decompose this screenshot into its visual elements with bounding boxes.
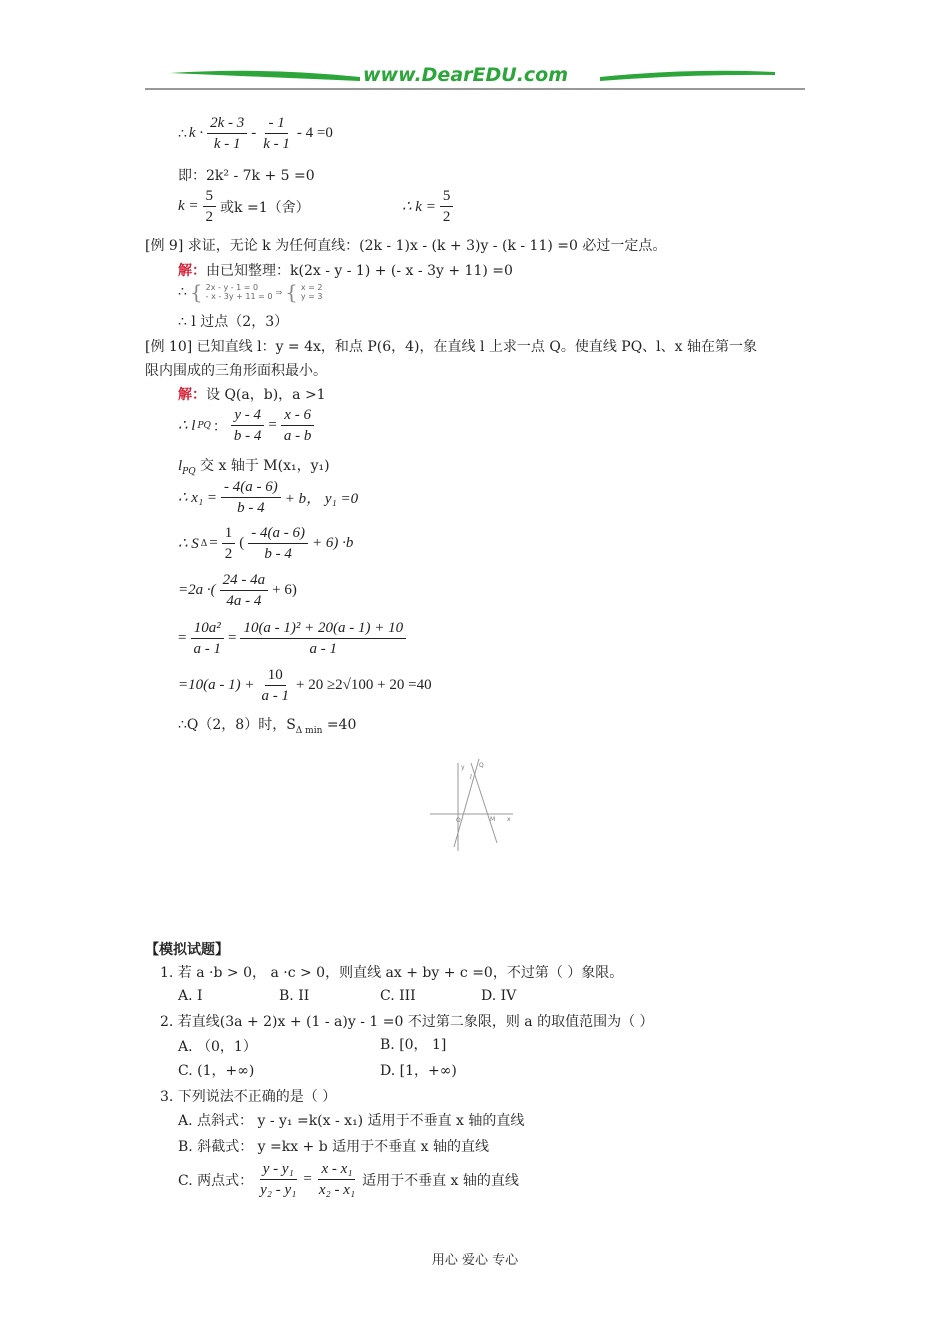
figure-svg bbox=[425, 755, 525, 855]
q1-option-c: C. III bbox=[380, 988, 416, 1004]
solution-label: 解： bbox=[178, 263, 206, 279]
fraction: $\frac{y - 4}{b - 4}$ bbox=[231, 406, 265, 445]
fraction: $\frac{- 1}{k - 1}$ bbox=[263, 115, 290, 152]
ex10-line-3: ∴ x₁ = $\frac{- 4(a - 6)}{b - 4}$ + b， y₁ =0 bbox=[178, 479, 359, 516]
example-10-text-a: [例 10] 已知直线 l：y = 4x，和点 P(6，4)，在直线 l 上求一点 Q。使直线 PQ、l、x 轴在第一象 bbox=[145, 339, 757, 355]
fraction: $\frac{\text{10(a - 1)² + 20(a - 1) + 10}}{a - 1}$ bbox=[240, 619, 406, 658]
fraction: $\frac{2k - 3}{k - 1}$ bbox=[207, 114, 247, 153]
ex10-line-6: = $\frac{\text{10a²}}{a - 1}$ = $\frac{\text{10(a - 1)² + 20(a - 1) + 10}}{a - 1}$ bbox=[178, 619, 408, 658]
svg-text:Q: Q bbox=[479, 762, 484, 769]
eq-k: k · bbox=[188, 125, 204, 141]
fraction: $\frac{- 4(a - 6)}{b - 4}$ bbox=[221, 478, 281, 517]
q1-option-b: B. II bbox=[279, 988, 310, 1004]
fraction: $\frac{\text{y - y₁}}{\text{y₂ - y₁}}$ bbox=[260, 1161, 297, 1198]
q2-option-a: A. （0，1） bbox=[178, 1039, 257, 1055]
q3-option-a: A. 点斜式： y - y₁ =k(x - x₁) 适用于不垂直 x 轴的直线 bbox=[178, 1113, 525, 1129]
eq-line-2: 即：2k² - 7k + 5 =0 bbox=[178, 168, 315, 184]
example-9-system: ∴ { 2x - y - 1 = 0 - x - 3y + 11 = 0 ⇒ { x = 2 y = 3 bbox=[178, 280, 323, 304]
therefore: ∴ bbox=[178, 284, 187, 300]
q2-option-c: C. (1，+∞) bbox=[178, 1063, 255, 1079]
therefore: ∴ bbox=[178, 125, 187, 142]
ex10-conclusion: ∴Q（2，8）时，$S_{\Delta min} =40$ bbox=[178, 717, 357, 736]
fraction: $\frac{24 - 4a}{4a - 4}$ bbox=[220, 571, 269, 610]
page-footer: 用心 爱心 专心 bbox=[431, 1253, 519, 1268]
fraction: $\frac{\text{x - x₁}}{\text{x₂ - x₁}}$ bbox=[318, 1161, 356, 1198]
q2-option-b: B. [0， 1] bbox=[380, 1037, 447, 1053]
fraction: $\frac{5}{2}$ bbox=[203, 187, 217, 226]
q1-option-d: D. IV bbox=[481, 988, 517, 1004]
svg-text:M: M bbox=[490, 816, 496, 823]
svg-text:x: x bbox=[507, 816, 511, 823]
q1-option-a: A. I bbox=[178, 988, 203, 1004]
eq-minus: - bbox=[251, 125, 257, 141]
ex10-line-1: ∴ l PQ ： $\frac{y - 4}{b - 4}$ = $\frac{x - 6}{a - b}$ bbox=[178, 406, 316, 445]
q3-option-b: B. 斜截式： y =kx + b 适用于不垂直 x 轴的直线 bbox=[178, 1139, 489, 1155]
example-10-text-b: 限内围成的三角形面积最小。 bbox=[145, 363, 327, 379]
fraction: $\frac{5}{2}$ bbox=[440, 187, 454, 226]
fraction: $\frac{\text{10a²}}{a - 1}$ bbox=[190, 619, 224, 658]
example-9-solution: 解：由已知整理：k(2x - y - 1) + (- x - 3y + 11) =0 bbox=[178, 263, 513, 279]
ex10-line-4: ∴ S Δ = $\frac{1}{2}$ ( $\frac{- 4(a - 6)}{b - 4}$ + 6) ·b bbox=[178, 525, 354, 562]
eq-tail: - 4 =0 bbox=[296, 125, 333, 141]
example-10-solution: 解：设 Q(a，b)，a >1 bbox=[178, 387, 326, 403]
ex10-line-5: =2a ·( $\frac{24 - 4a}{4a - 4}$ + 6) bbox=[178, 572, 297, 609]
fraction: $\frac{x - 6}{a - b}$ bbox=[281, 406, 315, 445]
svg-text:l: l bbox=[470, 774, 472, 781]
ex10-line-2: $l_{PQ}$ 交 x 轴于 M(x₁，y₁) bbox=[178, 458, 330, 477]
eq-line-3: k = $\frac{5}{2}$ 或k =1（舍） bbox=[178, 188, 310, 225]
q3-option-c: C. 两点式： $\frac{\text{y - y₁}}{\text{y₂ - y₁}}$ = $\frac{\text{x - x₁}}{\text{x₂ - x₁}}$ 适用于不垂直 x 轴的直线 bbox=[178, 1161, 519, 1198]
fraction: $\frac{- 4(a - 6)}{b - 4}$ bbox=[248, 524, 308, 563]
site-name: www.DearEDU.com bbox=[363, 64, 569, 86]
question-3: 3. 下列说法不正确的是（ ） bbox=[160, 1089, 337, 1105]
coordinate-figure bbox=[425, 755, 525, 855]
fraction: $\frac{1}{2}$ bbox=[222, 524, 236, 563]
ex10-line-7: =10(a - 1) + $\frac{10}{a - 1}$ + 20 ≥2√100 + 20 =40 bbox=[178, 667, 432, 704]
mock-title: 【模拟试题】 bbox=[145, 942, 229, 958]
fraction: $\frac{10}{a - 1}$ bbox=[261, 667, 289, 704]
solution-label: 解： bbox=[178, 387, 206, 403]
example-9-conclusion: ∴ l 过点（2，3） bbox=[178, 314, 289, 330]
header-banner bbox=[145, 60, 805, 92]
q2-option-d: D. [1，+∞) bbox=[380, 1063, 457, 1079]
eq-line-1 bbox=[178, 114, 333, 153]
svg-text:y: y bbox=[461, 764, 465, 771]
question-2: 2. 若直线(3a + 2)x + (1 - a)y - 1 =0 不过第二象限，则 a 的取值范围为（ ） bbox=[160, 1014, 654, 1030]
question-1: 1. 若 a ·b > 0， a ·c > 0，则直线 ax + by + c =0，不过第（ ）象限。 bbox=[160, 965, 624, 981]
example-9-text: [例 9] 求证，无论 k 为任何直线：(2k - 1)x - (k + 3)y - (k - 11) =0 必过一定点。 bbox=[145, 238, 667, 254]
svg-text:O: O bbox=[456, 817, 461, 824]
eq-line-3-right: ∴ k = $\frac{5}{2}$ bbox=[402, 187, 455, 226]
